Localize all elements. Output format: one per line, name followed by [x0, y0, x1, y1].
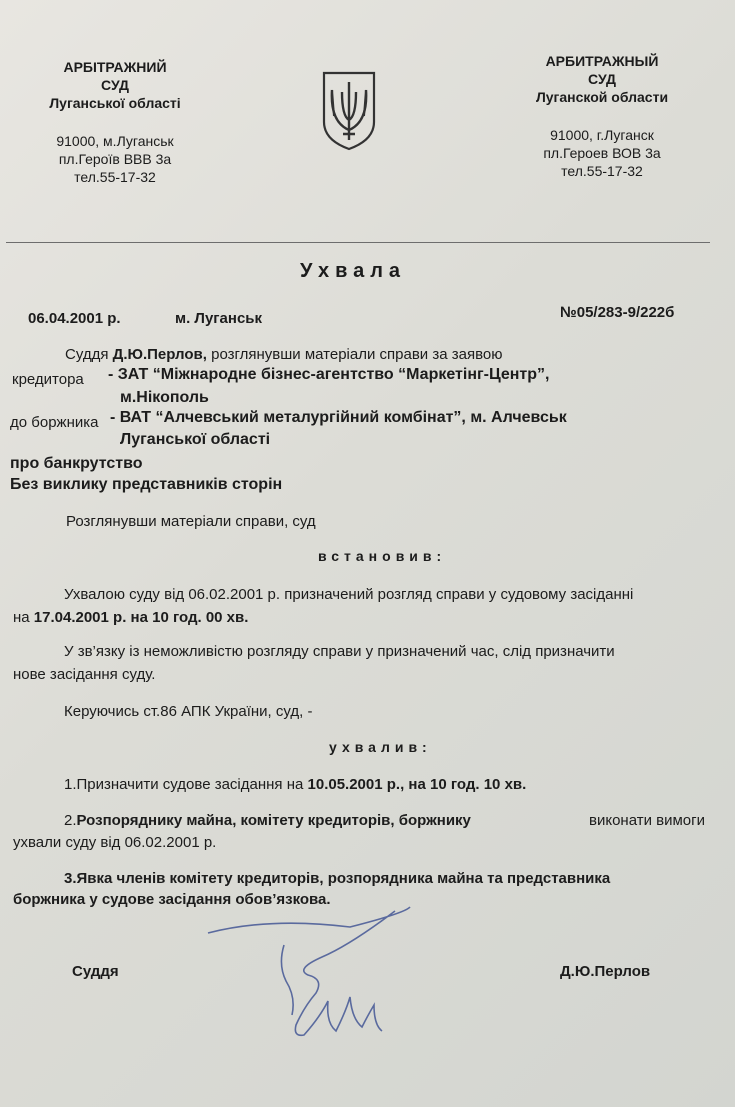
guided-line: Керуючись ст.86 АПК України, суд, - [64, 703, 313, 720]
court-name-line3: Луганської області [49, 95, 181, 111]
paragraph1-line2 [13, 609, 248, 626]
item2-number: 2. [64, 812, 77, 829]
court-address-line2: пл.Героїв ВВВ 3а [58, 151, 172, 167]
item1 [64, 776, 526, 793]
creditor-value: - ЗАТ “Міжнародне бізнес-агентство “Маркетінг-Центр”, [108, 366, 550, 383]
creditor-label: кредитора [12, 371, 84, 388]
established-heading: встановив: [318, 548, 447, 564]
intro-line [65, 346, 502, 363]
item2-line2: ухвали суду від 06.02.2001 р. [13, 834, 217, 851]
debtor-region: Луганської області [120, 431, 271, 448]
court-header-russian [504, 52, 700, 180]
paragraph2-line2: нове засідання суду. [13, 666, 156, 683]
court-name-line2-ru: СУД [588, 71, 616, 87]
case-number: №05/283-9/222б [560, 304, 675, 321]
handwritten-signature [200, 905, 430, 1055]
debtor-label: до боржника [10, 414, 99, 431]
case-subject: про банкрутство [10, 455, 143, 472]
court-name-line1-ru: АРБИТРАЖНЫЙ [545, 53, 659, 69]
court-address-line1-ru: 91000, г.Луганск [550, 127, 654, 143]
item1-text: 1.Призначити судове засідання на [64, 776, 308, 793]
original-hearing-date: 17.04.2001 р. на 10 год. 00 хв. [33, 609, 249, 626]
intro-judge-suffix: розглянувши матеріали справи за заявою [206, 346, 503, 363]
paragraph1-line1: Ухвалою суду від 06.02.2001 р. призначений розгляд справи у судовому засіданні [64, 586, 634, 603]
hearing-note: Без виклику представників сторін [10, 476, 283, 493]
trident-emblem-icon [320, 70, 378, 152]
court-phone: тел.55-17-32 [74, 169, 156, 185]
judge-name: Д.Ю.Перлов, [112, 346, 207, 363]
court-name-line1: АРБІТРАЖНИЙ [63, 59, 167, 75]
court-name-line2: СУД [101, 77, 129, 93]
signature-role: Суддя [72, 963, 119, 980]
paragraph1-prefix: на [13, 609, 34, 626]
item2-addressees: Розпоряднику майна, комітету кредиторів, боржнику [76, 812, 471, 829]
header-divider [6, 242, 710, 243]
decided-heading: ухвалив: [329, 739, 432, 755]
item2-line1 [64, 812, 471, 829]
court-name-line3-ru: Луганской области [535, 89, 669, 105]
debtor-value: - ВАТ “Алчевський металургійний комбінат”, м. Алчевськ [110, 409, 567, 426]
court-phone-ru: тел.55-17-32 [561, 163, 643, 179]
judge-signature-name: Д.Ю.Перлов [560, 963, 651, 980]
item2-requirement: виконати вимоги [589, 812, 705, 829]
item3-line2: боржника у судове засідання обов’язкова. [13, 891, 331, 908]
document-date: 06.04.2001 р. [28, 310, 121, 327]
paragraph2-line1: У зв’язку із неможливістю розгляду справи у призначений час, слід призначити [64, 643, 615, 660]
court-header-ukrainian [20, 58, 210, 186]
considered-line: Розглянувши матеріали справи, суд [66, 513, 316, 530]
document-city: м. Луганськ [175, 310, 263, 327]
court-address-line2-ru: пл.Героев ВОВ 3а [543, 145, 661, 161]
creditor-city: м.Нікополь [120, 389, 209, 406]
intro-judge-prefix: Суддя [65, 346, 113, 363]
court-address-line1: 91000, м.Луганськ [56, 133, 174, 149]
new-hearing-date: 10.05.2001 р., на 10 год. 10 хв. [307, 776, 527, 793]
document-title: Ухвала [300, 260, 407, 282]
item3-line1: 3.Явка членів комітету кредиторів, розпорядника майна та представника [64, 870, 611, 887]
